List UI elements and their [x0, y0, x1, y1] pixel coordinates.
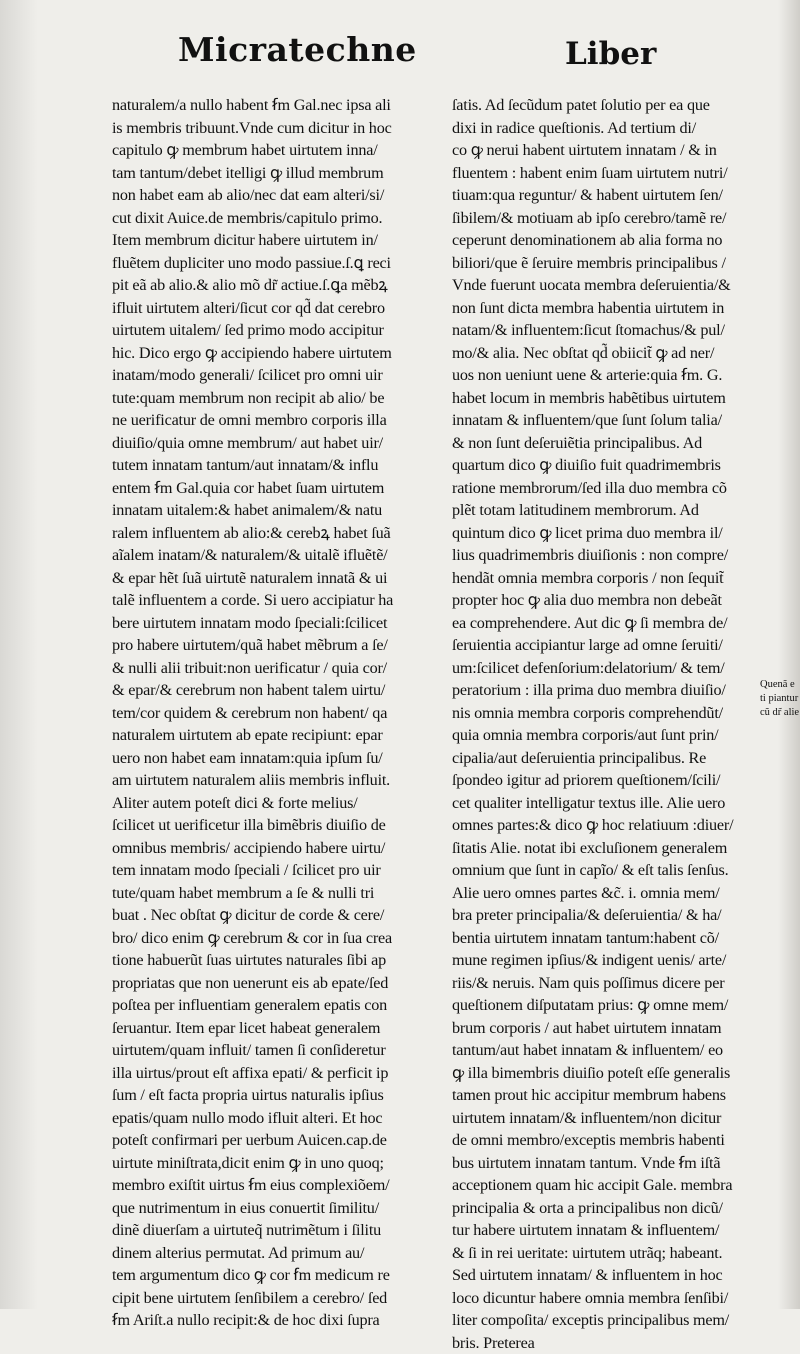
text-line: tem innatam modo ſpeciali / ſcilicet pro uir [112, 859, 440, 882]
text-line: Vnde fuerunt uocata membra deſeruientia/& [452, 274, 760, 297]
text-line: lius quadrimembris diuiſionis : non compre/ [452, 544, 760, 567]
text-line: aĩalem inatam/& naturalem/& uitalẽ ifluẽtẽ/ [112, 544, 440, 567]
text-line: membro exiſtit uirtus ẜm eius complexiõem/ [112, 1174, 440, 1197]
text-line: ea comprehendere. Aut dic ꝙ ſi membra de/ [452, 612, 760, 635]
text-line: buat . Nec obſtat ꝙ dicitur de corde & cere/ [112, 904, 440, 927]
text-line: capitulo ꝙ membrum habet uirtutem inna/ [112, 139, 440, 162]
text-line: propriatas que non uenerunt eis ab epate/ſed [112, 972, 440, 995]
text-line: plẽt totam latitudinem membrorum. Ad [452, 499, 760, 522]
text-line: ẜm Ariſt.a nullo recipit:& de hoc dixi ſupra [112, 1309, 440, 1332]
text-line: ſatis. Ad ſecũdum patet ſolutio per ea que [452, 94, 760, 117]
text-line: innatam & influentem/que ſunt ſolum talia/ [452, 409, 760, 432]
text-line: ſitatis Alie. notat ibi excluſionem generalem [452, 837, 760, 860]
text-line: uero non habet eam innatam:quia ipſum ſu/ [112, 747, 440, 770]
text-line: loco dicuntur habere omnia membra ſenſibi/ [452, 1287, 760, 1310]
text-line: & nulli alii tribuit:non uerificatur / quia cor/ [112, 657, 440, 680]
text-line: ſpondeo igitur ad priorem queſtionem/ſcili/ [452, 769, 760, 792]
text-line: tem argumentum dico ꝙ cor ẜm medicum re [112, 1264, 440, 1287]
text-line: Sed uirtutem innatam/ & influentem in hoc [452, 1264, 760, 1287]
text-line: poteſt confirmari per uerbum Auicen.cap.de [112, 1129, 440, 1152]
text-line: natam/& influentem:ſicut ſtomachus/& pul/ [452, 319, 760, 342]
right-text-column [452, 94, 760, 1354]
text-line: tione habuerũt ſuas uirtutes naturales ſibi ap [112, 949, 440, 972]
text-line: dixi in radice queſtionis. Ad tertium di/ [452, 117, 760, 140]
text-line: um:ſcilicet defenſorium:delatorium/ & tem/ [452, 657, 760, 680]
text-line: bentia uirtutem innatam tantum:habent cõ/ [452, 927, 760, 950]
running-head-left: Micratechne [178, 30, 417, 69]
text-line: pit eã ab alio.& alio mõ dr̃ actiue.ſ.ꝗa mẽbꝝ [112, 274, 440, 297]
text-line: que nutrimentum in eius conuertit ſimilitu/ [112, 1197, 440, 1220]
text-line: omnium que ſunt in capĩo/ & eſt talis ſenſus. [452, 859, 760, 882]
text-line: quia omnia membra corporis/aut ſunt prin/ [452, 724, 760, 747]
text-line: ſeruientia accipiantur large ad omne ſeruiti/ [452, 634, 760, 657]
text-line: & ſi in rei ueritate: uirtutem utrãq; habeant. [452, 1242, 760, 1265]
text-line: bere uirtutem innatam modo ſpeciali:ſcilicet [112, 612, 440, 635]
text-line: ceperunt denominationem ab alia forma no [452, 229, 760, 252]
text-line: acceptionem quam hic accipit Gale. membra [452, 1174, 760, 1197]
text-line: Alie uero omnes partes &c̃. i. omnia mem/ [452, 882, 760, 905]
text-line: riis/& neruis. Nam quis poſſimus dicere per [452, 972, 760, 995]
text-line: ꝙ illa bimembris diuiſio poteſt eſſe generalis [452, 1062, 760, 1085]
text-line: illa uirtus/prout eſt affixa epati/ & perficit ip [112, 1062, 440, 1085]
text-line: diuiſio/quia omne membrum/ aut habet uir/ [112, 432, 440, 455]
text-line: habet locum in membris habẽtibus uirtutem [452, 387, 760, 410]
text-line: & epar hẽt ſuã uirtutẽ naturalem innatã & ui [112, 567, 440, 590]
page-edge-right [778, 0, 800, 1309]
text-line: ſibilem/& motiuam ab ipſo cerebro/tamẽ re/ [452, 207, 760, 230]
text-line: tam tantum/debet itelligi ꝙ illud membrum [112, 162, 440, 185]
text-line: epatis/quam nullo modo ifluit alteri. Et hoc [112, 1107, 440, 1130]
text-line: non ſunt dicta membra habentia uirtutem in [452, 297, 760, 320]
running-head [0, 28, 800, 88]
text-line: mo/& alia. Nec obſtat qd̃ obiicit̃ ꝙ ad ner/ [452, 342, 760, 365]
text-line: Item membrum dicitur habere uirtutem in/ [112, 229, 440, 252]
text-line: fluentem : habent enim ſuam uirtutem nutri/ [452, 162, 760, 185]
text-line: tute:quam membrum non recipit ab alio/ be [112, 387, 440, 410]
text-line: de omni membro/exceptis membris habenti [452, 1129, 760, 1152]
text-line: bris. Preterea [452, 1332, 760, 1354]
text-line: ſeruantur. Item epar licet habeat generalem [112, 1017, 440, 1040]
text-line: naturalem uirtutem ab epate recipiunt: epar [112, 724, 440, 747]
text-line: is membris tribuunt.Vnde cum dicitur in hoc [112, 117, 440, 140]
text-line: cut dixit Auice.de membris/capitulo primo. [112, 207, 440, 230]
text-line: peratorium : illa prima duo membra diuiſio/ [452, 679, 760, 702]
text-line: quartum dico ꝙ diuiſio fuit quadrimembris [452, 454, 760, 477]
text-line: Aliter autem poteſt dici & forte melius/ [112, 792, 440, 815]
text-line: mune regimen ipſius/& indigent uenis/ arte/ [452, 949, 760, 972]
text-line: poſtea per influentiam generalem epatis con [112, 994, 440, 1017]
text-line: & non ſunt deſeruiẽtia principalibus. Ad [452, 432, 760, 455]
page-edge-left [0, 0, 38, 1309]
text-line: bra preter principalia/& deſeruientia/ & ha/ [452, 904, 760, 927]
text-line: tamen prout hic accipitur membrum habens [452, 1084, 760, 1107]
text-line: bro/ dico enim ꝙ cerebrum & cor in ſua crea [112, 927, 440, 950]
text-line: co ꝙ nerui habent uirtutem innatam / & in [452, 139, 760, 162]
text-line: talẽ influentem a corde. Si uero accipiatur ha [112, 589, 440, 612]
text-line: hendãt omnia membra corporis / non ſequit̃ [452, 567, 760, 590]
text-line: ifluit uirtutem alteri/ſicut cor qd̃ dat cerebro [112, 297, 440, 320]
text-line: tem/cor quidem & cerebrum non habent/ qa [112, 702, 440, 725]
text-line: uirtutem innatam/& influentem/non dicitur [452, 1107, 760, 1130]
text-line: tute/quam habet membrum a ſe & nulli tri [112, 882, 440, 905]
text-line: cipit bene uirtutem ſenſibilem a cerebro/ ſed [112, 1287, 440, 1310]
left-text-column [112, 94, 440, 1332]
text-line: principalia & orta a principalibus non dicũ/ [452, 1197, 760, 1220]
text-line: bus uirtutem innatam tantum. Vnde ẜm iſtã [452, 1152, 760, 1175]
text-line: tutem innatam tantum/aut innatam/& influ [112, 454, 440, 477]
text-line: naturalem/a nullo habent ẜm Gal.nec ipsa ali [112, 94, 440, 117]
text-line: uirtutem uitalem/ ſed primo modo accipitur [112, 319, 440, 342]
text-line: nis omnia membra corporis comprehendũt/ [452, 702, 760, 725]
text-line: ralem influentem ab alio:& cerebꝝ habet ſuã [112, 522, 440, 545]
text-line: tur habere uirtutem innatam & influentem/ [452, 1219, 760, 1242]
margin-note-line: Quenã e [760, 678, 800, 692]
text-line: uos non ueniunt uene & arterie:quia ẜm. G. [452, 364, 760, 387]
text-line: am uirtutem naturalem aliis membris influit. [112, 769, 440, 792]
text-line: cet qualiter intelligatur textus ille. Alie uero [452, 792, 760, 815]
text-line: quintum dico ꝙ licet prima duo membra il/ [452, 522, 760, 545]
text-line: & epar/& cerebrum non habent talem uirtu/ [112, 679, 440, 702]
text-line: entem ẜm Gal.quia cor habet ſuam uirtutem [112, 477, 440, 500]
margin-note-line: cũ dr̃ alie [760, 706, 800, 720]
text-line: pro habere uirtutem/quã habet mẽbrum a ſe/ [112, 634, 440, 657]
text-line: dinem alterius permutat. Ad primum au/ [112, 1242, 440, 1265]
text-line: omnes partes:& dico ꝙ hoc relatiuum :diuer/ [452, 814, 760, 837]
text-line: hic. Dico ergo ꝙ accipiendo habere uirtutem [112, 342, 440, 365]
running-head-right: Liber [565, 36, 656, 72]
text-line: biliori/que ẽ ſeruire membris principalibus / [452, 252, 760, 275]
text-line: dinẽ diuerſam a uirtuteq̃ nutrimẽtum i ſilitu [112, 1219, 440, 1242]
text-line: uirtute miniſtrata,dicit enim ꝙ in uno quoq; [112, 1152, 440, 1175]
text-line: cipalia/aut deſeruientia principalibus. Re [452, 747, 760, 770]
text-line: ratione membrorum/ſed illa duo membra cõ [452, 477, 760, 500]
text-line: ne uerificatur de omni membro corporis illa [112, 409, 440, 432]
margin-note [760, 678, 800, 720]
text-line: queſtionem diſputatam prius: ꝙ omne mem/ [452, 994, 760, 1017]
text-line: tiuam:qua reguntur/ & habent uirtutem ſen/ [452, 184, 760, 207]
text-line: ſcilicet ut uerificetur illa bimẽbris diuiſio de [112, 814, 440, 837]
text-line: tantum/aut habet innatam & influentem/ eo [452, 1039, 760, 1062]
text-line: innatam uitalem:& habet animalem/& natu [112, 499, 440, 522]
text-line: omnibus membris/ accipiendo habere uirtu/ [112, 837, 440, 860]
margin-note-line: ti piantur [760, 692, 800, 706]
text-line: brum corporis / aut habet uirtutem innatam [452, 1017, 760, 1040]
text-line: inatam/modo generali/ ſcilicet pro omni uir [112, 364, 440, 387]
text-line: non habet eam ab alio/nec dat eam alteri/si/ [112, 184, 440, 207]
text-line: liter compoſita/ exceptis principalibus mem/ [452, 1309, 760, 1332]
text-line: ſum / eſt facta propria uirtus naturalis ipſius [112, 1084, 440, 1107]
text-line: uirtutem/quam influit/ tamen ſi conſideretur [112, 1039, 440, 1062]
text-line: fluẽtem dupliciter uno modo passiue.ſ.ꝗ reci [112, 252, 440, 275]
text-line: propter hoc ꝙ alia duo membra non debeãt [452, 589, 760, 612]
